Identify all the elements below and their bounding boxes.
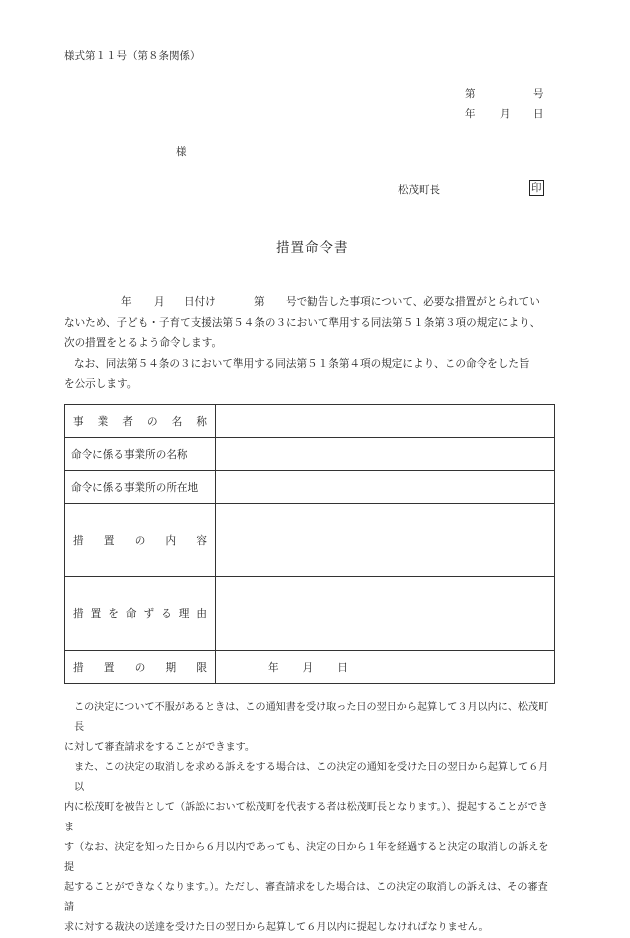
body-day: 日付け (184, 296, 216, 308)
notice-line: す（なお、決定を知った日から６月以内であっても、決定の日から１年を経過すると決定の取消しの訴えを提 (64, 842, 549, 873)
notice-line: 内に松茂町を被告として（訴訟において松茂町を代表する者は松茂町長となります。）、提起することができま (64, 802, 548, 833)
doc-date-year: 年 (465, 108, 476, 120)
issuer-name: 松茂町長 (398, 184, 440, 196)
notice-line: に対して審査請求をすることができます。 (64, 742, 255, 753)
label-char: を (108, 608, 119, 620)
deadline-year: 年 (268, 661, 279, 674)
label-char: 理 (178, 608, 190, 620)
doc-number-dai: 第 (465, 88, 476, 100)
label-char: ず (143, 608, 155, 620)
label-char: 置 (103, 534, 115, 547)
notice-line: また、この決定の取消しを求める訴えをする場合は、この決定の通知を受けた日の翌日から起算して６月以 (74, 762, 549, 793)
label-char: 措 (73, 608, 84, 620)
label-text: 命令に係る事業所の名称 (71, 448, 188, 461)
value-deadline[interactable] (216, 651, 555, 684)
order-table (64, 404, 555, 684)
table-row (65, 577, 555, 651)
deadline-day: 日 (337, 661, 348, 674)
deadline-month: 月 (302, 661, 314, 674)
label-char: の (134, 534, 146, 547)
value-facility-address[interactable] (216, 471, 555, 504)
table-row (65, 405, 555, 438)
table-row (65, 504, 555, 577)
body-month: 月 (154, 296, 165, 308)
label-char: 命 (125, 608, 137, 620)
label-char: 置 (103, 661, 115, 674)
value-order-reason[interactable] (216, 577, 555, 651)
document-title: 措置命令書 (276, 240, 349, 256)
seal-mark: 印 (531, 182, 542, 194)
row-label-order-reason (65, 577, 216, 651)
addressee-honorific: 様 (176, 146, 187, 158)
label-char: 期 (165, 661, 177, 674)
body-paragraph (64, 292, 556, 395)
label-char: 限 (196, 661, 207, 674)
form-number: 様式第１１号（第８条関係） (64, 50, 201, 62)
appeal-notice (64, 698, 556, 938)
label-char: 措 (73, 661, 84, 674)
label-char: 内 (165, 534, 177, 547)
row-label-facility-address (65, 471, 216, 504)
notice-line: 求に対する裁決の送達を受けた日の翌日から起算して６月以内に提起しなければなりません。 (64, 922, 489, 933)
value-business-name[interactable] (216, 405, 555, 438)
label-text: 命令に係る事業所の所在地 (71, 481, 199, 494)
doc-number-go: 号 (533, 88, 544, 100)
label-char: 事 (73, 415, 84, 428)
notice-line: この決定について不服があるときは、この通知書を受け取った日の翌日から起算して３月以内に、松茂町長 (74, 702, 549, 733)
value-facility-name[interactable] (216, 438, 555, 471)
value-measure-content[interactable] (216, 504, 555, 577)
label-char: の (147, 415, 158, 428)
label-char: 由 (196, 608, 207, 620)
label-char: 称 (196, 415, 207, 428)
label-char: 措 (73, 534, 84, 547)
row-label-business-name (65, 405, 216, 438)
body-line5: を公示します。 (64, 378, 138, 390)
label-char: 容 (196, 534, 207, 547)
row-label-measure-content (65, 504, 216, 577)
row-label-facility-name (65, 438, 216, 471)
label-char: の (134, 661, 146, 674)
body-dai: 第 (254, 296, 265, 308)
row-label-deadline (65, 651, 216, 684)
table-row (65, 438, 555, 471)
body-year: 年 (121, 296, 132, 308)
notice-line: 起することができなくなります。）。ただし、審査請求をした場合は、この決定の取消しの訴えは、その審査請 (64, 882, 548, 913)
body-line1-rest: 号で勧告した事項について、必要な措置がとられてい (286, 296, 540, 308)
label-char: 置 (90, 608, 102, 620)
table-row (65, 651, 555, 684)
body-line2: ないため、子ども・子育て支援法第５４条の３において準用する同法第５１条第３項の規定により、 (64, 316, 541, 329)
label-char: る (161, 608, 172, 620)
body-line3: 次の措置をとるよう命令します。 (64, 337, 223, 349)
doc-date-month: 月 (500, 108, 511, 120)
table-row (65, 471, 555, 504)
label-char: 者 (122, 415, 133, 428)
doc-date-day: 日 (533, 108, 544, 120)
body-line4: なお、同法第５４条の３において準用する同法第５１条第４項の規定により、この命令をした旨 (74, 357, 530, 370)
label-char: 業 (97, 415, 109, 428)
label-char: 名 (171, 415, 183, 428)
